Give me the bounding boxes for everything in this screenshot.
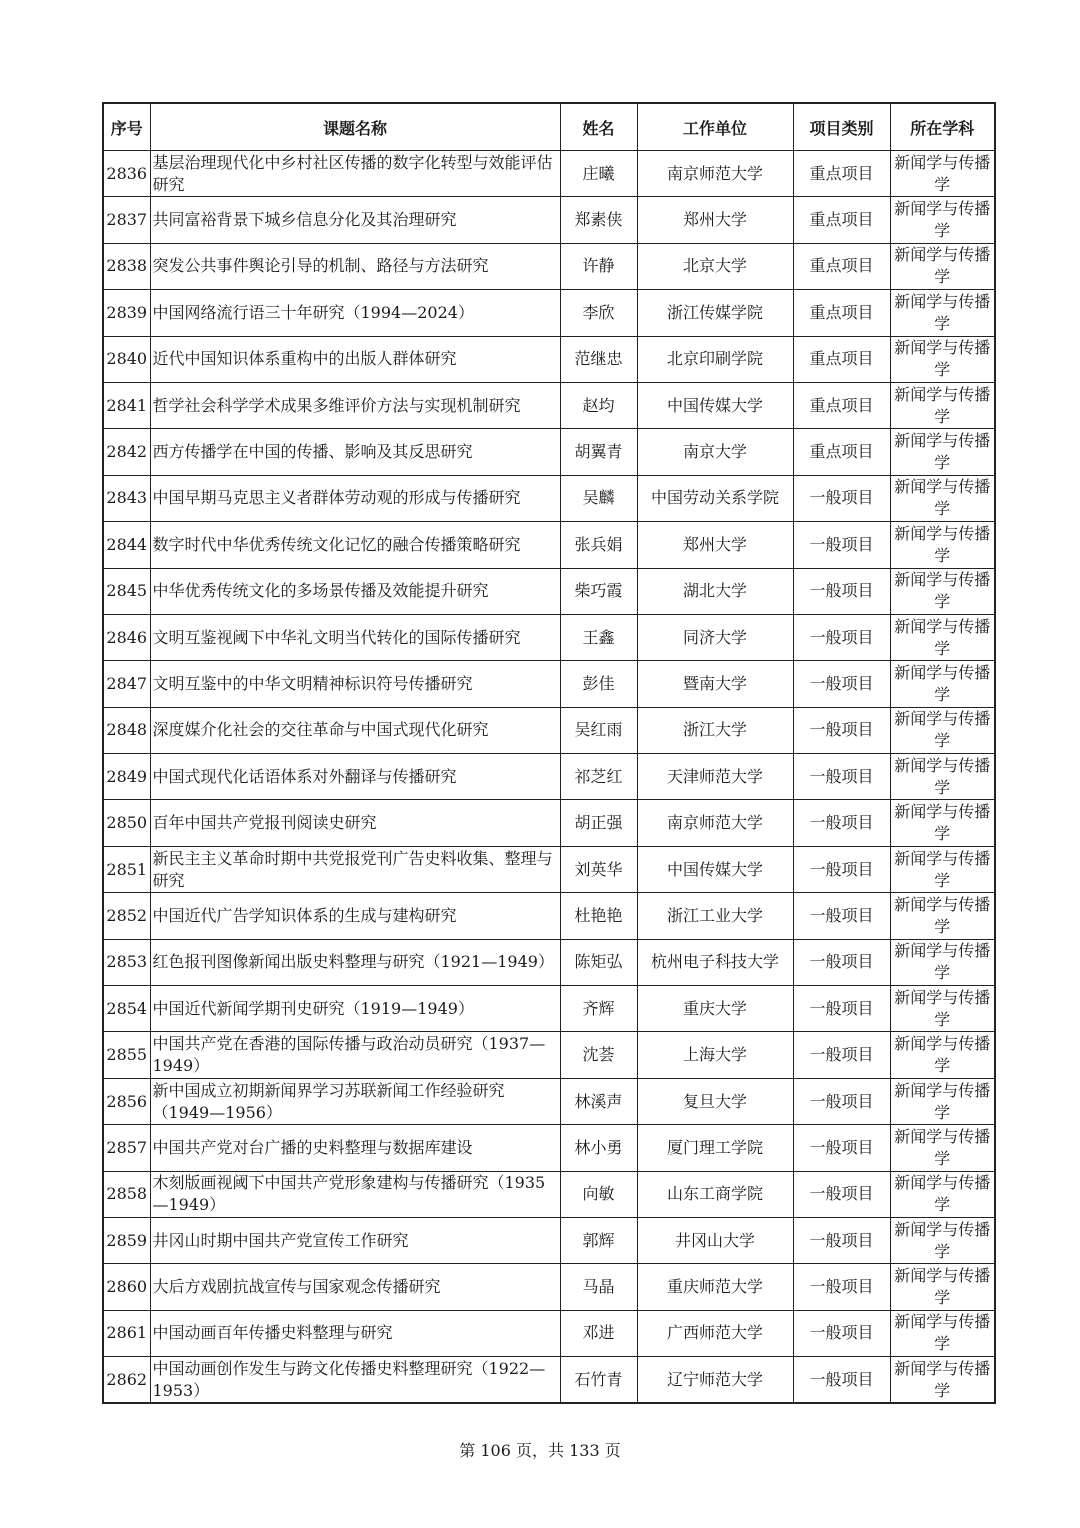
row-unit: 浙江大学 [637, 707, 793, 753]
row-unit: 山东工商学院 [637, 1171, 793, 1217]
row-title: 西方传播学在中国的传播、影响及其反思研究 [150, 429, 560, 475]
row-subject: 新闻学与传播学 [890, 707, 995, 753]
row-title: 中国共产党在香港的国际传播与政治动员研究（1937—1949） [150, 1032, 560, 1078]
row-no: 2840 [103, 336, 150, 382]
row-unit: 北京大学 [637, 243, 793, 289]
row-subject: 新闻学与传播学 [890, 754, 995, 800]
row-name: 彭佳 [560, 661, 637, 707]
table-row [103, 151, 995, 197]
row-name: 李欣 [560, 290, 637, 336]
row-no: 2842 [103, 429, 150, 475]
table-row [103, 382, 995, 428]
row-unit: 中国传媒大学 [637, 846, 793, 892]
row-name: 石竹青 [560, 1357, 637, 1403]
row-title: 基层治理现代化中乡村社区传播的数字化转型与效能评估研究 [150, 151, 560, 197]
row-title: 文明互鉴中的中华文明精神标识符号传播研究 [150, 661, 560, 707]
row-type: 一般项目 [793, 754, 890, 800]
row-title: 木刻版画视阈下中国共产党形象建构与传播研究（1935—1949） [150, 1171, 560, 1217]
row-title: 大后方戏剧抗战宣传与国家观念传播研究 [150, 1264, 560, 1310]
table-row [103, 1125, 995, 1171]
table-row [103, 986, 995, 1032]
row-type: 一般项目 [793, 800, 890, 846]
row-name: 吴麟 [560, 475, 637, 521]
row-name: 刘英华 [560, 846, 637, 892]
row-type: 重点项目 [793, 336, 890, 382]
row-title: 中国动画百年传播史料整理与研究 [150, 1310, 560, 1356]
row-type: 一般项目 [793, 614, 890, 660]
row-unit: 广西师范大学 [637, 1310, 793, 1356]
row-title: 文明互鉴视阈下中华礼文明当代转化的国际传播研究 [150, 614, 560, 660]
row-subject: 新闻学与传播学 [890, 1310, 995, 1356]
table-row [103, 1217, 995, 1263]
row-type: 重点项目 [793, 243, 890, 289]
table-row [103, 1032, 995, 1078]
row-name: 林溪声 [560, 1078, 637, 1124]
row-subject: 新闻学与传播学 [890, 661, 995, 707]
row-type: 一般项目 [793, 986, 890, 1032]
page-footer: 第 106 页，共 133 页 [459, 1441, 621, 1460]
row-title: 中国动画创作发生与跨文化传播史料整理研究（1922—1953） [150, 1357, 560, 1403]
row-no: 2854 [103, 986, 150, 1032]
row-title: 新民主主义革命时期中共党报党刊广告史料收集、整理与研究 [150, 846, 560, 892]
row-no: 2839 [103, 290, 150, 336]
row-subject: 新闻学与传播学 [890, 290, 995, 336]
row-subject: 新闻学与传播学 [890, 1264, 995, 1310]
row-title: 中国共产党对台广播的史料整理与数据库建设 [150, 1125, 560, 1171]
row-subject: 新闻学与传播学 [890, 800, 995, 846]
row-title: 百年中国共产党报刊阅读史研究 [150, 800, 560, 846]
row-name: 胡翼青 [560, 429, 637, 475]
row-type: 重点项目 [793, 197, 890, 243]
row-title: 中国近代新闻学期刊史研究（1919—1949） [150, 986, 560, 1032]
row-no: 2862 [103, 1357, 150, 1403]
row-type: 一般项目 [793, 522, 890, 568]
table-row [103, 661, 995, 707]
table-row [103, 1357, 995, 1403]
table-row [103, 243, 995, 289]
row-name: 张兵娟 [560, 522, 637, 568]
row-subject: 新闻学与传播学 [890, 846, 995, 892]
header-subject: 所在学科 [890, 103, 995, 151]
row-type: 重点项目 [793, 429, 890, 475]
row-name: 祁芝红 [560, 754, 637, 800]
row-subject: 新闻学与传播学 [890, 893, 995, 939]
header-name: 姓名 [560, 103, 637, 151]
row-title: 新中国成立初期新闻界学习苏联新闻工作经验研究（1949—1956） [150, 1078, 560, 1124]
row-subject: 新闻学与传播学 [890, 382, 995, 428]
row-name: 王鑫 [560, 614, 637, 660]
row-no: 2857 [103, 1125, 150, 1171]
table-row [103, 1310, 995, 1356]
row-no: 2858 [103, 1171, 150, 1217]
row-title: 中国网络流行语三十年研究（1994—2024） [150, 290, 560, 336]
row-type: 一般项目 [793, 1125, 890, 1171]
header-type: 项目类别 [793, 103, 890, 151]
row-name: 沈荟 [560, 1032, 637, 1078]
row-unit: 重庆师范大学 [637, 1264, 793, 1310]
row-subject: 新闻学与传播学 [890, 1171, 995, 1217]
table-row [103, 893, 995, 939]
row-title: 红色报刊图像新闻出版史料整理与研究（1921—1949） [150, 939, 560, 985]
row-type: 重点项目 [793, 382, 890, 428]
row-no: 2849 [103, 754, 150, 800]
row-title: 数字时代中华优秀传统文化记忆的融合传播策略研究 [150, 522, 560, 568]
table-row [103, 290, 995, 336]
row-subject: 新闻学与传播学 [890, 475, 995, 521]
row-no: 2851 [103, 846, 150, 892]
row-title: 哲学社会科学学术成果多维评价方法与实现机制研究 [150, 382, 560, 428]
row-title: 突发公共事件舆论引导的机制、路径与方法研究 [150, 243, 560, 289]
row-name: 郭辉 [560, 1217, 637, 1263]
row-unit: 暨南大学 [637, 661, 793, 707]
row-title: 深度媒介化社会的交往革命与中国式现代化研究 [150, 707, 560, 753]
row-name: 向敏 [560, 1171, 637, 1217]
row-unit: 井冈山大学 [637, 1217, 793, 1263]
row-name: 吴红雨 [560, 707, 637, 753]
table-row [103, 614, 995, 660]
table-row [103, 1078, 995, 1124]
row-type: 一般项目 [793, 1171, 890, 1217]
row-name: 齐辉 [560, 986, 637, 1032]
row-no: 2837 [103, 197, 150, 243]
header-no: 序号 [103, 103, 150, 151]
row-title: 中国早期马克思主义者群体劳动观的形成与传播研究 [150, 475, 560, 521]
row-unit: 浙江传媒学院 [637, 290, 793, 336]
row-subject: 新闻学与传播学 [890, 1032, 995, 1078]
row-unit: 南京师范大学 [637, 800, 793, 846]
row-subject: 新闻学与传播学 [890, 1125, 995, 1171]
row-type: 重点项目 [793, 151, 890, 197]
row-no: 2848 [103, 707, 150, 753]
row-name: 林小勇 [560, 1125, 637, 1171]
row-title: 近代中国知识体系重构中的出版人群体研究 [150, 336, 560, 382]
row-no: 2850 [103, 800, 150, 846]
row-subject: 新闻学与传播学 [890, 568, 995, 614]
row-no: 2836 [103, 151, 150, 197]
row-name: 马晶 [560, 1264, 637, 1310]
row-name: 邓进 [560, 1310, 637, 1356]
table-row [103, 475, 995, 521]
row-no: 2845 [103, 568, 150, 614]
row-unit: 同济大学 [637, 614, 793, 660]
row-name: 庄曦 [560, 151, 637, 197]
row-no: 2856 [103, 1078, 150, 1124]
row-type: 一般项目 [793, 1078, 890, 1124]
row-no: 2859 [103, 1217, 150, 1263]
header-title: 课题名称 [150, 103, 560, 151]
row-unit: 郑州大学 [637, 522, 793, 568]
row-unit: 南京大学 [637, 429, 793, 475]
row-type: 一般项目 [793, 1032, 890, 1078]
row-title: 中国近代广告学知识体系的生成与建构研究 [150, 893, 560, 939]
row-name: 许静 [560, 243, 637, 289]
row-no: 2841 [103, 382, 150, 428]
row-no: 2855 [103, 1032, 150, 1078]
row-subject: 新闻学与传播学 [890, 1357, 995, 1403]
row-subject: 新闻学与传播学 [890, 336, 995, 382]
table-row [103, 1264, 995, 1310]
row-no: 2847 [103, 661, 150, 707]
table-row [103, 846, 995, 892]
row-unit: 重庆大学 [637, 986, 793, 1032]
table-row [103, 1171, 995, 1217]
row-type: 一般项目 [793, 1217, 890, 1263]
table-row [103, 568, 995, 614]
row-type: 一般项目 [793, 846, 890, 892]
row-unit: 浙江工业大学 [637, 893, 793, 939]
table-row [103, 522, 995, 568]
row-no: 2844 [103, 522, 150, 568]
row-no: 2860 [103, 1264, 150, 1310]
row-unit: 郑州大学 [637, 197, 793, 243]
row-name: 胡正强 [560, 800, 637, 846]
row-no: 2861 [103, 1310, 150, 1356]
table-row [103, 939, 995, 985]
row-title: 中华优秀传统文化的多场景传播及效能提升研究 [150, 568, 560, 614]
project-list-table [102, 102, 996, 1404]
row-name: 柴巧霞 [560, 568, 637, 614]
row-subject: 新闻学与传播学 [890, 243, 995, 289]
row-unit: 杭州电子科技大学 [637, 939, 793, 985]
row-no: 2853 [103, 939, 150, 985]
row-subject: 新闻学与传播学 [890, 1217, 995, 1263]
table-row [103, 707, 995, 753]
row-type: 一般项目 [793, 893, 890, 939]
row-unit: 湖北大学 [637, 568, 793, 614]
row-name: 郑素侠 [560, 197, 637, 243]
row-subject: 新闻学与传播学 [890, 939, 995, 985]
table-row [103, 800, 995, 846]
table-body [103, 151, 995, 1404]
row-title: 井冈山时期中国共产党宣传工作研究 [150, 1217, 560, 1263]
row-type: 一般项目 [793, 475, 890, 521]
row-subject: 新闻学与传播学 [890, 197, 995, 243]
row-subject: 新闻学与传播学 [890, 1078, 995, 1124]
row-unit: 南京师范大学 [637, 151, 793, 197]
row-no: 2843 [103, 475, 150, 521]
row-unit: 上海大学 [637, 1032, 793, 1078]
row-unit: 辽宁师范大学 [637, 1357, 793, 1403]
row-name: 范继忠 [560, 336, 637, 382]
row-subject: 新闻学与传播学 [890, 429, 995, 475]
table-row [103, 754, 995, 800]
table-row [103, 336, 995, 382]
row-no: 2846 [103, 614, 150, 660]
row-unit: 中国劳动关系学院 [637, 475, 793, 521]
row-type: 一般项目 [793, 707, 890, 753]
header-unit: 工作单位 [637, 103, 793, 151]
row-type: 一般项目 [793, 1264, 890, 1310]
row-subject: 新闻学与传播学 [890, 522, 995, 568]
row-type: 一般项目 [793, 1310, 890, 1356]
row-type: 一般项目 [793, 939, 890, 985]
row-no: 2838 [103, 243, 150, 289]
row-type: 一般项目 [793, 1357, 890, 1403]
row-unit: 北京印刷学院 [637, 336, 793, 382]
row-name: 陈矩弘 [560, 939, 637, 985]
row-title: 共同富裕背景下城乡信息分化及其治理研究 [150, 197, 560, 243]
row-type: 一般项目 [793, 568, 890, 614]
row-unit: 复旦大学 [637, 1078, 793, 1124]
row-type: 重点项目 [793, 290, 890, 336]
row-subject: 新闻学与传播学 [890, 614, 995, 660]
row-type: 一般项目 [793, 661, 890, 707]
row-unit: 天津师范大学 [637, 754, 793, 800]
row-subject: 新闻学与传播学 [890, 986, 995, 1032]
row-no: 2852 [103, 893, 150, 939]
row-name: 杜艳艳 [560, 893, 637, 939]
table-row [103, 197, 995, 243]
row-title: 中国式现代化话语体系对外翻译与传播研究 [150, 754, 560, 800]
row-unit: 厦门理工学院 [637, 1125, 793, 1171]
row-subject: 新闻学与传播学 [890, 151, 995, 197]
table-row [103, 429, 995, 475]
row-unit: 中国传媒大学 [637, 382, 793, 428]
table-header-row [103, 103, 995, 151]
row-name: 赵均 [560, 382, 637, 428]
